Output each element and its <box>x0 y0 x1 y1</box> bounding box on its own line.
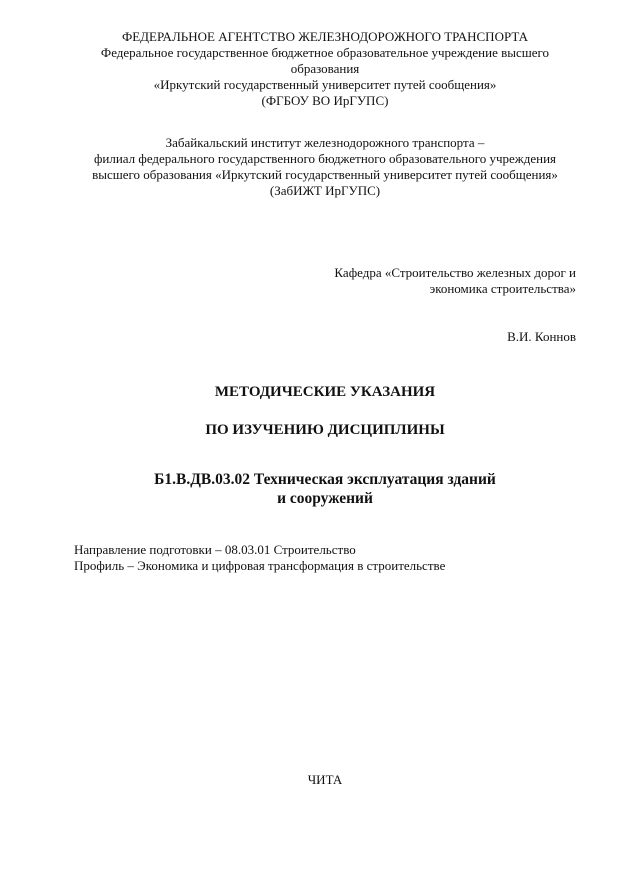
branch-line-2: филиал федерального государственного бюджетного образовательного учреждения <box>93 151 557 166</box>
document-title-line-1: МЕТОДИЧЕСКИЕ УКАЗАНИЯ <box>214 384 436 400</box>
branch-line-1: Забайкальский институт железнодорожного транспорта – <box>165 135 485 150</box>
department-line-1: Кафедра «Строительство железных дорог и <box>334 265 576 280</box>
discipline-title-line-2: и сооружений <box>277 490 373 507</box>
document-title-line-2: ПО ИЗУЧЕНИЮ ДИСЦИПЛИНЫ <box>205 422 445 438</box>
university-name: «Иркутский государственный университет путей сообщения» <box>153 77 497 92</box>
university-abbreviation: (ФГБОУ ВО ИрГУПС) <box>261 93 389 108</box>
institution-line-2: образования <box>290 61 360 76</box>
study-profile: Профиль – Экономика и цифровая трансформация в строительстве <box>74 558 446 573</box>
agency-name: ФЕДЕРАЛЬНОЕ АГЕНТСТВО ЖЕЛЕЗНОДОРОЖНОГО ТРАНСПОРТА <box>121 29 529 44</box>
branch-line-3: высшего образования «Иркутский государственный университет путей сообщения» <box>92 167 558 182</box>
city-name: ЧИТА <box>307 772 343 787</box>
institution-line-1: Федеральное государственное бюджетное образовательное учреждение высшего <box>100 45 550 60</box>
study-direction: Направление подготовки – 08.03.01 Строительство <box>74 542 356 557</box>
author-name: В.И. Коннов <box>507 329 576 344</box>
department-line-2: экономика строительства» <box>429 281 576 296</box>
branch-abbreviation: (ЗабИЖТ ИрГУПС) <box>269 183 381 198</box>
discipline-title-line-1: Б1.В.ДВ.03.02 Техническая эксплуатация зданий <box>154 471 496 488</box>
